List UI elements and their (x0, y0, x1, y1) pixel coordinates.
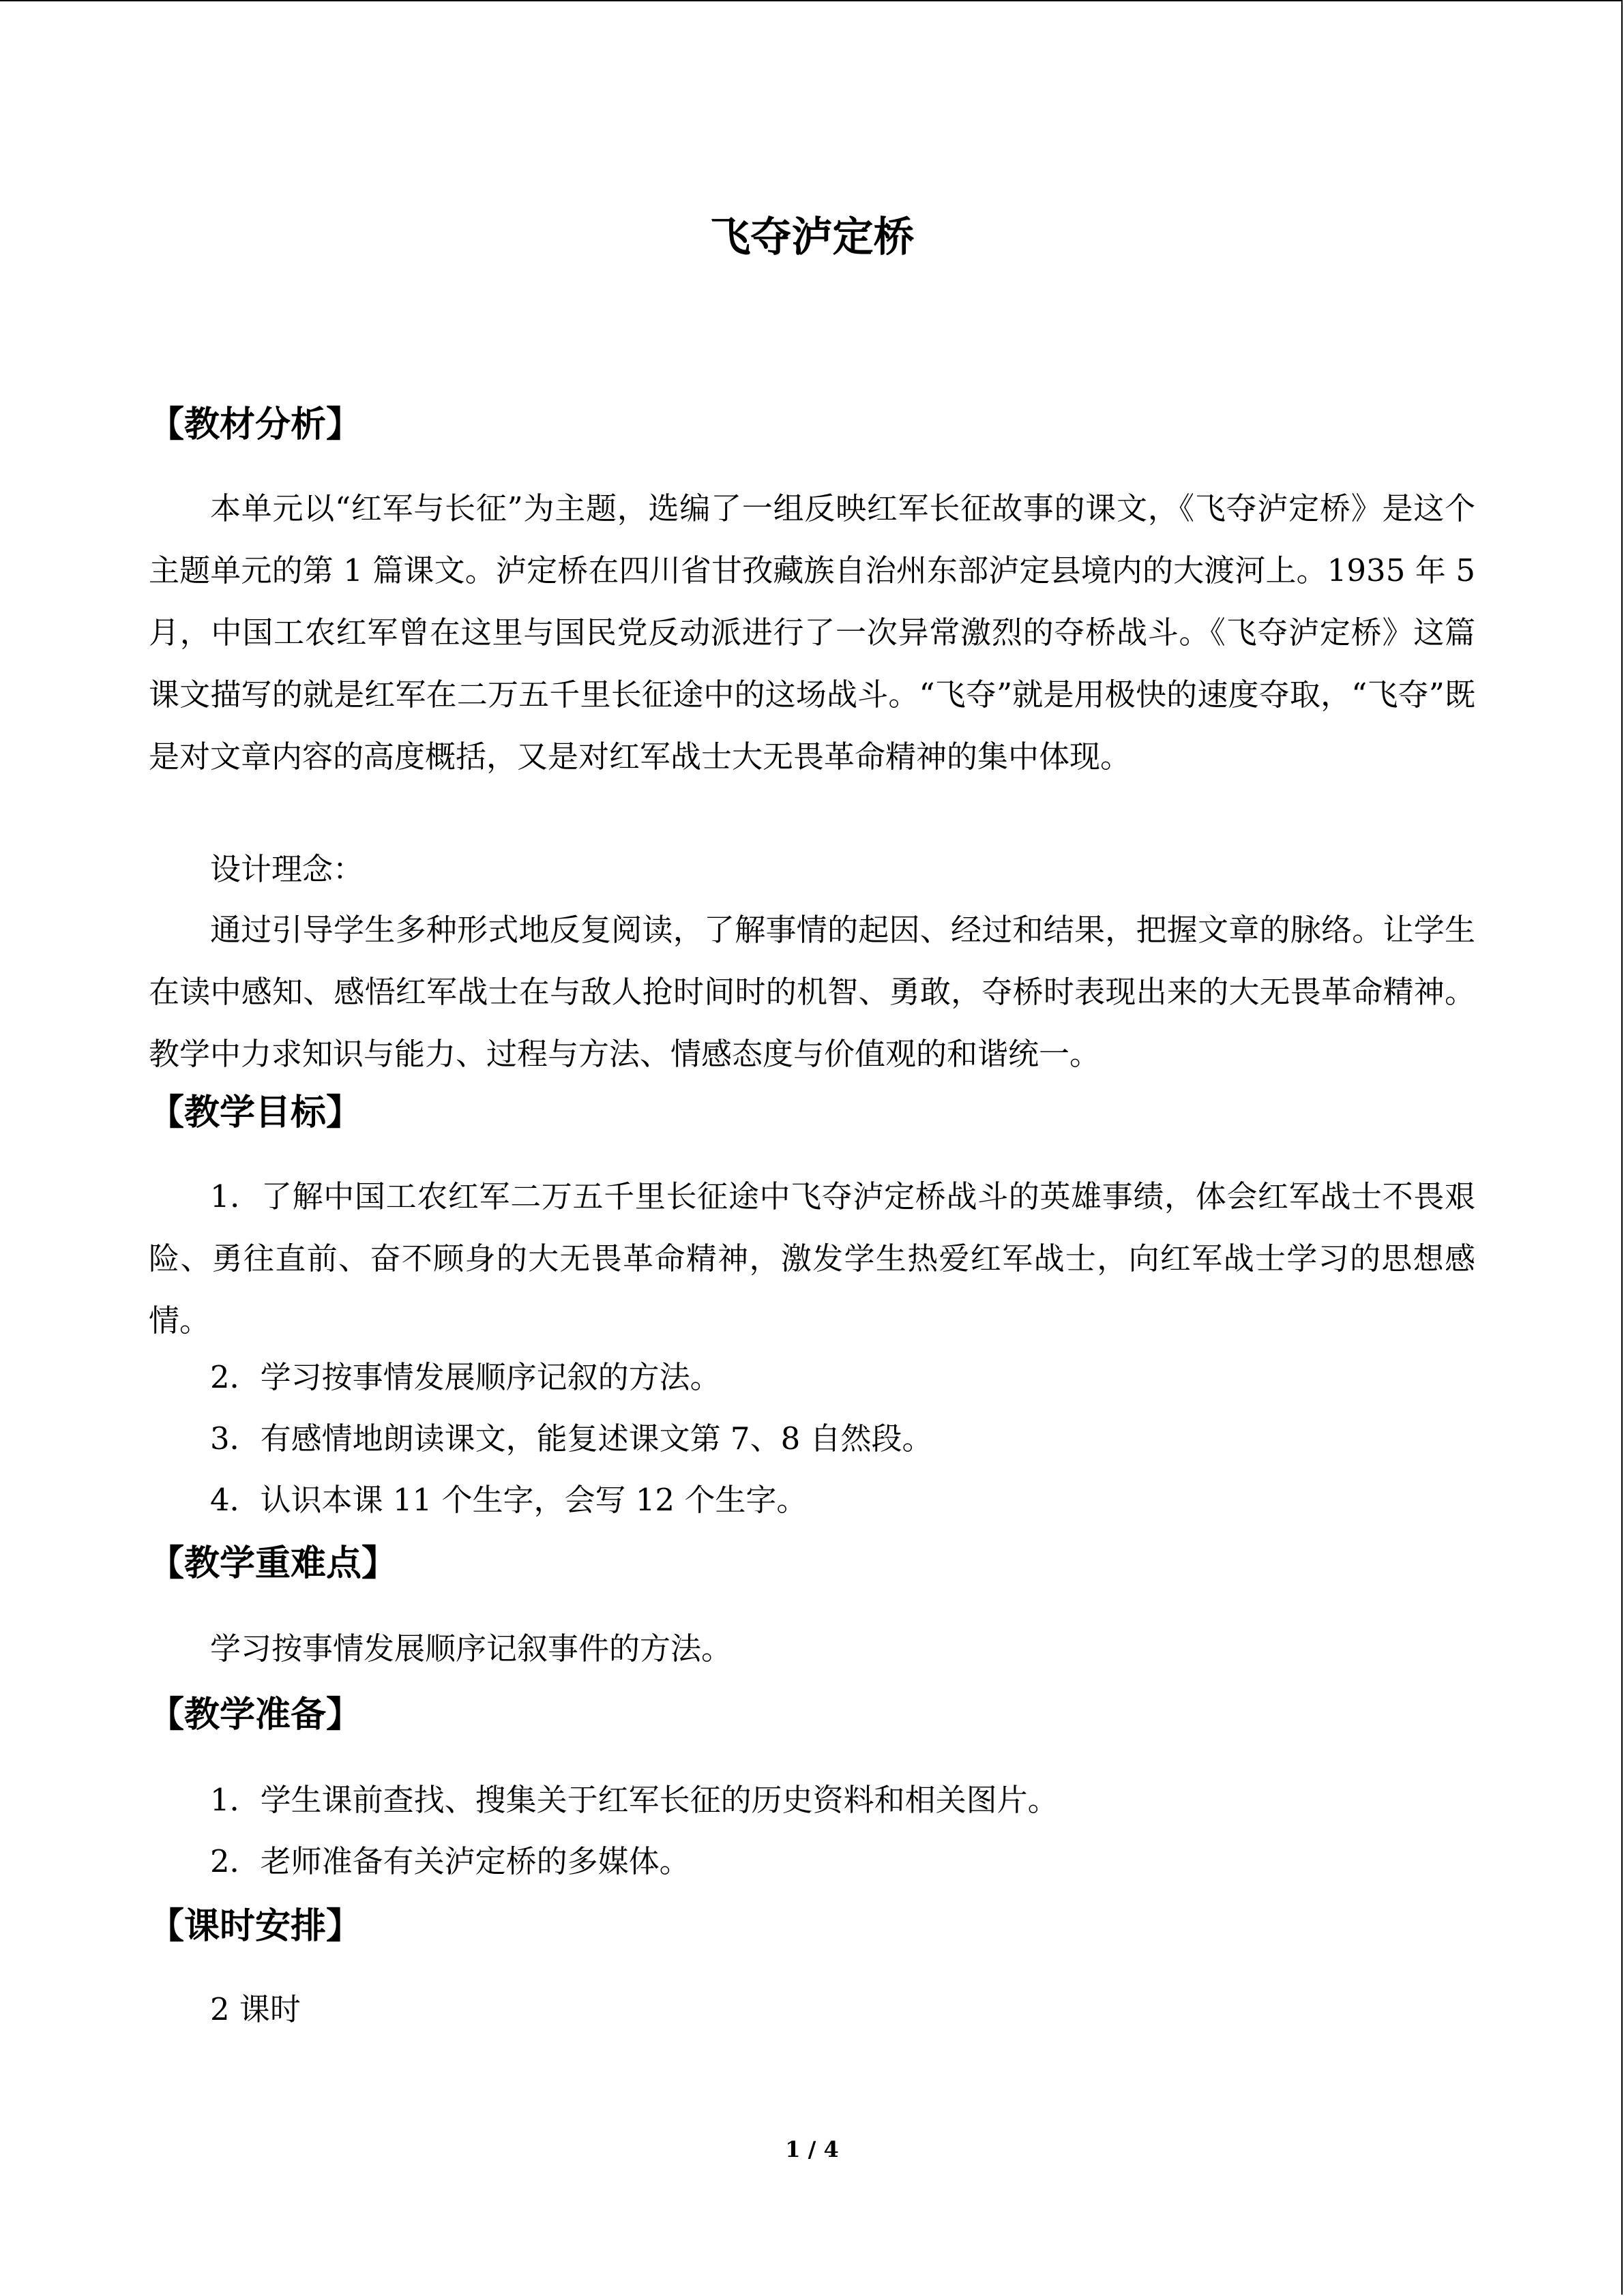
objective-item-4: 4．认识本课 11 个生字，会写 12 个生字。 (210, 1482, 808, 1518)
heading-class-schedule: 【课时安排】 (149, 1906, 362, 1947)
analysis-design-concept-label: 设计理念： (210, 851, 364, 887)
analysis-paragraph-1: 本单元以“红军与长征”为主题，选编了一组反映红军长征故事的课文，《飞夺泸定桥》是这个主题单元的第 1 篇课文。泸定桥在四川省甘孜藏族自治州东部泸定县境内的大渡河上。1935 年 5 月，中国工农红军曾在这里与国民党反动派进行了一次异常激烈的夺桥战斗。《飞夺泸定桥》这篇课文描写的就是红军在二万五千里长征途中的这场战斗。“飞夺”就是用极快的速度夺取，“飞夺”既是对文章内容的高度概括，又是对红军战士大无畏革命精神的集中体现。 (149, 490, 1475, 775)
heading-key-difficult-points: 【教学重难点】 (149, 1543, 398, 1584)
objective-item-2: 2．学习按事情发展顺序记叙的方法。 (210, 1359, 721, 1395)
heading-teaching-preparation: 【教学准备】 (149, 1695, 362, 1735)
objective-item-3: 3．有感情地朗读课文，能复述课文第 7、8 自然段。 (210, 1420, 933, 1457)
key-points-text: 学习按事情发展顺序记叙事件的方法。 (210, 1630, 733, 1667)
preparation-item-1: 1．学生课前查找、搜集关于红军长征的历史资料和相关图片。 (210, 1782, 1059, 1818)
preparation-item-2: 2．老师准备有关泸定桥的多媒体。 (210, 1843, 690, 1879)
analysis-paragraph-2: 通过引导学生多种形式地反复阅读，了解事情的起因、经过和结果，把握文章的脉络。让学生在读中感知、感悟红军战士在与敌人抢时间时的机智、勇敢，夺桥时表现出来的大无畏革命精神。教学中力求知识与能力、过程与方法、情感态度与价值观的和谐统一。 (149, 912, 1475, 1072)
heading-material-analysis: 【教材分析】 (149, 404, 362, 445)
document-title: 飞夺泸定桥 (709, 213, 915, 261)
page-number: 1 / 4 (785, 2136, 839, 2162)
schedule-text: 2 课时 (210, 1991, 301, 2027)
objective-item-1: 1．了解中国工农红军二万五千里长征途中飞夺泸定桥战斗的英雄事绩，体会红军战士不畏艰险、勇往直前、奋不顾身的大无畏革命精神，激发学生热爱红军战士，向红军战士学习的思想感情。 (149, 1178, 1475, 1339)
heading-teaching-objectives: 【教学目标】 (149, 1092, 362, 1133)
